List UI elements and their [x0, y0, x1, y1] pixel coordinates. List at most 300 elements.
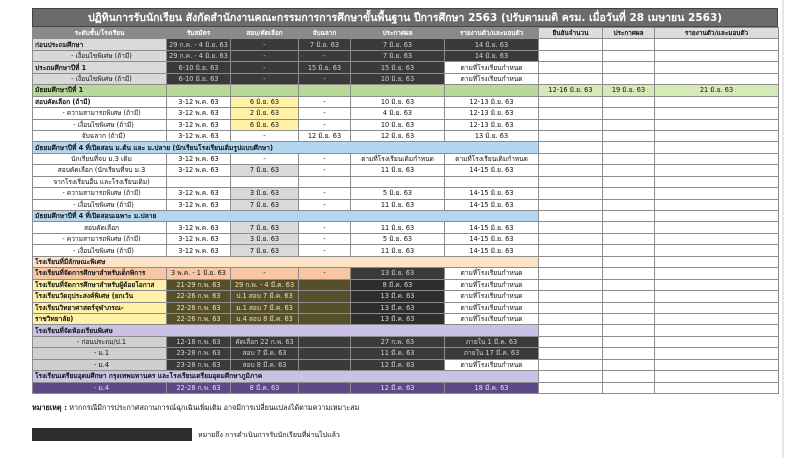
- table-cell: [539, 279, 603, 290]
- table-cell: 13 มี.ค. 63: [351, 291, 445, 302]
- table-cell: [655, 96, 779, 107]
- row-label: - ความสามารถพิเศษ (ถ้ามี): [33, 188, 167, 199]
- footnote-text: หากกรณีมีการประกาศสถานการณ์ฉุกเฉินเพิ่มเติม อาจมีการเปลี่ยนแปลงได้ตามความเหมาะสม: [69, 403, 360, 412]
- table-cell: 21-29 ก.พ. 63: [167, 279, 231, 290]
- table-cell: 3-12 พ.ค. 63: [167, 165, 231, 176]
- table-cell: [539, 142, 603, 153]
- table-cell: [603, 279, 655, 290]
- table-cell: 3-12 พ.ค. 63: [167, 188, 231, 199]
- table-cell: 3-12 พ.ค. 63: [167, 153, 231, 164]
- table-cell: 3-12 พ.ค. 63: [167, 108, 231, 119]
- table-cell: ตามที่โรงเรียนกำหนด: [445, 302, 539, 313]
- table-row: [33, 176, 779, 187]
- table-cell: 15 มิ.ย. 63: [299, 62, 351, 73]
- table-cell: [539, 119, 603, 130]
- table-cell: 12 มี.ค. 63: [351, 382, 445, 393]
- row-label: - ความสามารถพิเศษ (ถ้ามี): [33, 108, 167, 119]
- table-cell: 3-12 พ.ค. 63: [167, 222, 231, 233]
- header-row: [33, 28, 779, 39]
- table-cell: 23-28 ก.พ. 63: [167, 348, 231, 359]
- table-cell: 14-15 มิ.ย. 63: [445, 233, 539, 244]
- table-cell: -: [299, 188, 351, 199]
- table-cell: 7 มิ.ย. 63: [231, 199, 299, 210]
- table-row: [33, 359, 779, 370]
- table-row: [33, 142, 779, 153]
- table-row: [33, 188, 779, 199]
- table-row: [33, 50, 779, 61]
- table-cell: [655, 245, 779, 256]
- table-cell: [603, 222, 655, 233]
- row-label: - ม.4: [33, 382, 167, 393]
- table-cell: [603, 348, 655, 359]
- table-cell: ตามที่โรงเรียนกำหนด: [445, 291, 539, 302]
- table-row: [33, 348, 779, 359]
- table-row: [33, 245, 779, 256]
- table-row: [33, 39, 779, 50]
- table-row: [33, 222, 779, 233]
- table-cell: 8 มี.ค. 63: [231, 382, 299, 393]
- table-cell: 11 มิ.ย. 63: [351, 222, 445, 233]
- table-cell: [539, 62, 603, 73]
- table-cell: [539, 302, 603, 313]
- table-cell: -: [299, 119, 351, 130]
- table-row: [33, 371, 779, 382]
- table-cell: [351, 176, 445, 187]
- table-cell: 3-12 พ.ค. 63: [167, 96, 231, 107]
- table-cell: -: [231, 268, 299, 279]
- table-cell: 29 ก.ค. - 4 มิ.ย. 63: [167, 50, 231, 61]
- table-row: [33, 268, 779, 279]
- table-cell: [603, 313, 655, 324]
- table-cell: [539, 96, 603, 107]
- row-label: นักเรียนที่จบ ม.3 เดิม: [33, 153, 167, 164]
- table-cell: 27 ก.พ. 63: [351, 336, 445, 347]
- table-cell: 12-13 มิ.ย. 63: [445, 96, 539, 107]
- row-label: - เงื่อนไขพิเศษ (ถ้ามี): [33, 50, 167, 61]
- table-cell: [299, 279, 351, 290]
- table-cell: [539, 222, 603, 233]
- table-row: [33, 165, 779, 176]
- table-cell: [539, 336, 603, 347]
- table-cell: 3-12 พ.ค. 63: [167, 130, 231, 141]
- table-cell: [655, 279, 779, 290]
- table-cell: 29 ก.พ. - 4 มี.ค. 63: [231, 279, 299, 290]
- table-cell: 12 มิ.ย. 63: [351, 130, 445, 141]
- table-cell: 7 มิ.ย. 63: [351, 50, 445, 61]
- table-cell: ตามที่โรงเรียนกำหนด: [445, 73, 539, 84]
- table-cell: [603, 325, 655, 336]
- row-label: จากโรงเรียนอื่น และโรงเรียนเดิม): [33, 176, 167, 187]
- table-cell: [655, 382, 779, 393]
- table-cell: [539, 199, 603, 210]
- table-cell: ภายใน 1 มี.ค. 63: [445, 336, 539, 347]
- table-cell: 10 มิ.ย. 63: [351, 119, 445, 130]
- table-cell: [445, 176, 539, 187]
- row-label: สอบคัดเลือก: [33, 222, 167, 233]
- table-cell: 18 มี.ค. 63: [445, 382, 539, 393]
- table-cell: 10 มิ.ย. 63: [351, 73, 445, 84]
- table-cell: ม.1 สอบ 7 มี.ค. 63: [231, 302, 299, 313]
- table-cell: [603, 245, 655, 256]
- table-cell: [539, 153, 603, 164]
- section-header: โรงเรียนที่จัดห้องเรียนพิเศษ: [33, 325, 539, 336]
- col-header: รายงานตัว/และมอบตัว: [445, 28, 539, 39]
- table-cell: 12 มิ.ย. 63: [299, 130, 351, 141]
- table-cell: [299, 302, 351, 313]
- table-cell: [655, 73, 779, 84]
- table-cell: [539, 245, 603, 256]
- table-row: [33, 130, 779, 141]
- table-cell: [299, 313, 351, 324]
- table-cell: [655, 371, 779, 382]
- table-cell: 14-15 มิ.ย. 63: [445, 245, 539, 256]
- table-row: [33, 119, 779, 130]
- table-cell: [603, 382, 655, 393]
- table-cell: [603, 39, 655, 50]
- legend-text: หมายถึง การดำเนินการรับนักเรียนที่ผ่านไปแล้ว: [198, 431, 340, 439]
- table-cell: 12-16 มิ.ย. 63: [539, 85, 603, 96]
- table-cell: [539, 50, 603, 61]
- table-cell: [539, 359, 603, 370]
- table-cell: [299, 291, 351, 302]
- table-cell: [603, 256, 655, 267]
- table-cell: [655, 233, 779, 244]
- table-cell: [603, 302, 655, 313]
- row-label: - เงื่อนไขพิเศษ (ถ้ามี): [33, 119, 167, 130]
- table-cell: [655, 211, 779, 222]
- table-cell: 23-28 ก.พ. 63: [167, 359, 231, 370]
- table-cell: [655, 130, 779, 141]
- col-header: จับฉลาก: [299, 28, 351, 39]
- table-row: [33, 73, 779, 84]
- table-cell: 10 มิ.ย. 63: [351, 96, 445, 107]
- table-cell: [539, 130, 603, 141]
- table-cell: [539, 73, 603, 84]
- table-cell: [539, 211, 603, 222]
- table-cell: [655, 291, 779, 302]
- table-cell: 22-26 ก.พ. 63: [167, 291, 231, 302]
- table-cell: 3-12 พ.ค. 63: [167, 245, 231, 256]
- table-row: [33, 256, 779, 267]
- table-cell: 6 มิ.ย. 63: [231, 96, 299, 107]
- table-cell: 8 มี.ค. 63: [351, 279, 445, 290]
- table-cell: 6 มิ.ย. 63: [231, 119, 299, 130]
- table-cell: ภายใน 17 มี.ค. 63: [445, 348, 539, 359]
- table-cell: 4 มิ.ย. 63: [351, 108, 445, 119]
- table-cell: [299, 176, 351, 187]
- table-cell: 7 มิ.ย. 63: [231, 222, 299, 233]
- table-cell: 14 มิ.ย. 63: [445, 50, 539, 61]
- table-cell: -: [299, 108, 351, 119]
- table-cell: 22-26 ก.พ. 63: [167, 302, 231, 313]
- table-cell: [603, 73, 655, 84]
- table-cell: [167, 176, 231, 187]
- table-cell: [539, 382, 603, 393]
- calendar-table: [32, 27, 779, 394]
- table-cell: [603, 359, 655, 370]
- table-cell: [603, 291, 655, 302]
- table-cell: [655, 256, 779, 267]
- table-cell: [603, 62, 655, 73]
- footnote-label: หมายเหตุ :: [32, 403, 67, 412]
- table-cell: [299, 359, 351, 370]
- table-cell: [539, 233, 603, 244]
- table-cell: [539, 39, 603, 50]
- row-label: ราชวิทยาลัย): [33, 313, 167, 324]
- table-cell: [603, 153, 655, 164]
- table-cell: [655, 142, 779, 153]
- table-cell: [603, 130, 655, 141]
- table-cell: 12-16 ก.พ. 63: [167, 336, 231, 347]
- table-cell: 6-10 มิ.ย. 63: [167, 62, 231, 73]
- table-cell: 12-13 มิ.ย. 63: [445, 119, 539, 130]
- table-cell: [299, 348, 351, 359]
- table-cell: 3 มิ.ย. 63: [231, 188, 299, 199]
- table-cell: ม.4 สอบ 8 มี.ค. 63: [231, 313, 299, 324]
- table-cell: 14-15 มิ.ย. 63: [445, 188, 539, 199]
- table-row: [33, 211, 779, 222]
- table-cell: 11 มี.ค. 63: [351, 348, 445, 359]
- table-cell: [655, 165, 779, 176]
- footnote: [32, 403, 359, 414]
- row-label: - ก่อนประถม/ป.1: [33, 336, 167, 347]
- table-cell: [539, 165, 603, 176]
- table-cell: [655, 359, 779, 370]
- row-label: โรงเรียนที่จัดการศึกษาสำหรับเด็กพิการ: [33, 268, 167, 279]
- table-cell: 3 พ.ค. - 1 มิ.ย. 63: [167, 268, 231, 279]
- table-row: [33, 62, 779, 73]
- table-cell: 15 มิ.ย. 63: [351, 62, 445, 73]
- table-cell: -: [231, 153, 299, 164]
- table-cell: [603, 176, 655, 187]
- row-label: - ความสามารถพิเศษ (ถ้ามี): [33, 233, 167, 244]
- table-cell: [539, 325, 603, 336]
- table-cell: [299, 336, 351, 347]
- table-cell: [603, 142, 655, 153]
- table-cell: -: [299, 165, 351, 176]
- table-cell: 12-13 มิ.ย. 63: [445, 108, 539, 119]
- row-label: - เงื่อนไขพิเศษ (ถ้ามี): [33, 199, 167, 210]
- table-cell: 11 มิ.ย. 63: [351, 165, 445, 176]
- table-cell: -: [299, 153, 351, 164]
- table-cell: 11 มิ.ย. 63: [351, 245, 445, 256]
- table-row: [33, 382, 779, 393]
- table-cell: 5 มิ.ย. 63: [351, 188, 445, 199]
- table-cell: [539, 256, 603, 267]
- table-cell: [655, 62, 779, 73]
- table-cell: [539, 313, 603, 324]
- table-cell: 12 มี.ค. 63: [351, 359, 445, 370]
- table-cell: 14 มิ.ย. 63: [445, 39, 539, 50]
- calendar-title: ปฏิทินการรับนักเรียน สังกัดสำนักงานคณะกรรมการการศึกษาขั้นพื้นฐาน ปีการศึกษา 2563 (ปรับตามมติ ครม. เมื่อวันที่ 28 เมษายน 2563): [32, 8, 778, 27]
- table-cell: 3-12 พ.ค. 63: [167, 199, 231, 210]
- row-label: - เงื่อนไขพิเศษ (ถ้ามี): [33, 73, 167, 84]
- row-label: โรงเรียนวิทยาศาสตร์จุฬาภรณ-: [33, 302, 167, 313]
- table-cell: ตามที่โรงเรียนกำหนด: [445, 359, 539, 370]
- row-label: โรงเรียนที่จัดการศึกษาสำหรับผู้ด้อยโอกาส: [33, 279, 167, 290]
- table-cell: 13 มี.ค. 63: [351, 313, 445, 324]
- table-cell: [655, 153, 779, 164]
- table-cell: [655, 39, 779, 50]
- table-cell: [655, 336, 779, 347]
- table-row: [33, 233, 779, 244]
- row-label: - เงื่อนไขพิเศษ (ถ้ามี): [33, 245, 167, 256]
- table-cell: 29 ก.ค. - 4 มิ.ย. 63: [167, 39, 231, 50]
- row-label: - ม.4: [33, 359, 167, 370]
- table-cell: 21 มิ.ย. 63: [655, 85, 779, 96]
- table-cell: [655, 176, 779, 187]
- table-cell: -: [231, 73, 299, 84]
- table-cell: [655, 108, 779, 119]
- table-cell: 7 มิ.ย. 63: [231, 245, 299, 256]
- table-cell: [603, 211, 655, 222]
- table-cell: 14-15 มิ.ย. 63: [445, 165, 539, 176]
- table-cell: [351, 85, 445, 96]
- table-cell: [299, 85, 351, 96]
- table-cell: [655, 188, 779, 199]
- row-label: สอบคัดเลือก (นักเรียนที่จบ ม.3: [33, 165, 167, 176]
- table-row: [33, 96, 779, 107]
- row-label: โรงเรียนวัตถุประสงค์พิเศษ (ยกเว้น: [33, 291, 167, 302]
- table-cell: 13 มิ.ย. 63: [445, 130, 539, 141]
- table-cell: -: [299, 245, 351, 256]
- table-cell: [539, 291, 603, 302]
- table-cell: -: [231, 130, 299, 141]
- table-cell: [603, 268, 655, 279]
- table-cell: [539, 188, 603, 199]
- table-cell: [603, 108, 655, 119]
- table-cell: [603, 96, 655, 107]
- row-label: ก่อนประถมศึกษา: [33, 39, 167, 50]
- admission-calendar: [32, 8, 778, 394]
- table-cell: ตามที่โรงเรียนกำหนด: [445, 268, 539, 279]
- table-cell: ตามที่โรงเรียนกำหนด: [445, 279, 539, 290]
- table-row: [33, 199, 779, 210]
- table-row: [33, 85, 779, 96]
- col-header: ยืนยันจำนวน: [539, 28, 603, 39]
- table-cell: 3-12 พ.ค. 63: [167, 119, 231, 130]
- table-cell: 14-15 มิ.ย. 63: [445, 222, 539, 233]
- table-cell: [299, 382, 351, 393]
- table-cell: 3-12 พ.ค. 63: [167, 233, 231, 244]
- table-cell: 13 มี.ค. 63: [351, 302, 445, 313]
- table-cell: [603, 371, 655, 382]
- table-row: [33, 302, 779, 313]
- table-cell: [603, 165, 655, 176]
- table-cell: [655, 325, 779, 336]
- section-header: มัธยมศึกษาปีที่ 4 ที่เปิดสอน ม.ต้น และ ม.ปลาย (นักเรียนโรงเรียนเดิมรูปแบบศึกษา): [33, 142, 539, 153]
- table-cell: [603, 119, 655, 130]
- table-cell: 13 มิ.ย. 63: [351, 268, 445, 279]
- table-row: [33, 108, 779, 119]
- table-cell: ตามที่โรงเรียนกำหนด: [445, 313, 539, 324]
- col-header: รับสมัคร: [167, 28, 231, 39]
- row-label: มัธยมศึกษาปีที่ 1: [33, 85, 167, 96]
- table-cell: 7 มิ.ย. 63: [231, 165, 299, 176]
- table-row: [33, 325, 779, 336]
- table-cell: [655, 268, 779, 279]
- col-header: สอบ/คัดเลือก: [231, 28, 299, 39]
- table-cell: 6-10 มิ.ย. 63: [167, 73, 231, 84]
- col-header: ระดับชั้น/โรงเรียน: [33, 28, 167, 39]
- col-header: รายงานตัว/และมอบตัว: [655, 28, 779, 39]
- row-label: สอบคัดเลือก (ถ้ามี): [33, 96, 167, 107]
- table-cell: -: [231, 50, 299, 61]
- table-row: [33, 313, 779, 324]
- row-label: ประถมศึกษาปีที่ 1: [33, 62, 167, 73]
- table-cell: [539, 268, 603, 279]
- table-cell: ตามที่โรงเรียนกำหนด: [445, 62, 539, 73]
- table-cell: ป.1 สอบ 7 มี.ค. 63: [231, 291, 299, 302]
- table-cell: [539, 348, 603, 359]
- table-cell: [603, 188, 655, 199]
- table-cell: [539, 371, 603, 382]
- table-cell: 22-28 ก.พ. 63: [167, 382, 231, 393]
- table-cell: [167, 85, 231, 96]
- page-edge: [782, 0, 784, 458]
- table-cell: -: [299, 199, 351, 210]
- table-cell: [655, 222, 779, 233]
- table-cell: [603, 199, 655, 210]
- table-cell: [231, 176, 299, 187]
- section-header: มัธยมศึกษาปีที่ 4 ที่เปิดสอนเฉพาะ ม.ปลาย: [33, 211, 539, 222]
- col-header: ประกาศผล: [603, 28, 655, 39]
- table-cell: 19 มิ.ย. 63: [603, 85, 655, 96]
- table-cell: 7 มิ.ย. 63: [299, 39, 351, 50]
- section-header: โรงเรียนเตรียมอุดมศึกษา กรุงเทพมหานคร และโรงเรียนเตรียมอุดมศึกษาภูมิภาค: [33, 371, 539, 382]
- table-cell: [445, 85, 539, 96]
- table-cell: [655, 313, 779, 324]
- legend-swatch: [32, 428, 192, 441]
- table-cell: คัดเลือก 22 ก.พ. 63: [231, 336, 299, 347]
- table-cell: -: [299, 222, 351, 233]
- table-cell: 2 มิ.ย. 63: [231, 108, 299, 119]
- table-row: [33, 336, 779, 347]
- table-cell: สอบ 7 มี.ค. 63: [231, 348, 299, 359]
- table-cell: -: [299, 73, 351, 84]
- table-cell: สอบ 8 มี.ค. 63: [231, 359, 299, 370]
- table-cell: [603, 233, 655, 244]
- table-cell: -: [299, 96, 351, 107]
- table-cell: -: [299, 268, 351, 279]
- col-header: ประกาศผล: [351, 28, 445, 39]
- table-cell: -: [299, 233, 351, 244]
- table-cell: [539, 108, 603, 119]
- table-cell: [655, 348, 779, 359]
- table-cell: 3 มิ.ย. 63: [231, 233, 299, 244]
- table-cell: -: [231, 62, 299, 73]
- row-label: - ม.1: [33, 348, 167, 359]
- table-cell: 11 มิ.ย. 63: [351, 199, 445, 210]
- row-label: จับฉลาก (ถ้ามี): [33, 130, 167, 141]
- table-cell: [655, 302, 779, 313]
- table-row: [33, 291, 779, 302]
- table-cell: [603, 50, 655, 61]
- table-cell: 7 มิ.ย. 63: [351, 39, 445, 50]
- table-cell: -: [231, 39, 299, 50]
- table-row: [33, 279, 779, 290]
- table-cell: 14-15 มิ.ย. 63: [445, 199, 539, 210]
- table-cell: [655, 50, 779, 61]
- table-cell: ตามที่โรงเรียนเดิมกำหนด: [351, 153, 445, 164]
- section-header: โรงเรียนที่มีลักษณะพิเศษ: [33, 256, 539, 267]
- table-cell: 22-26 ก.พ. 63: [167, 313, 231, 324]
- table-cell: -: [299, 50, 351, 61]
- table-cell: [231, 85, 299, 96]
- table-cell: [655, 199, 779, 210]
- table-cell: [603, 336, 655, 347]
- table-cell: 5 มิ.ย. 63: [351, 233, 445, 244]
